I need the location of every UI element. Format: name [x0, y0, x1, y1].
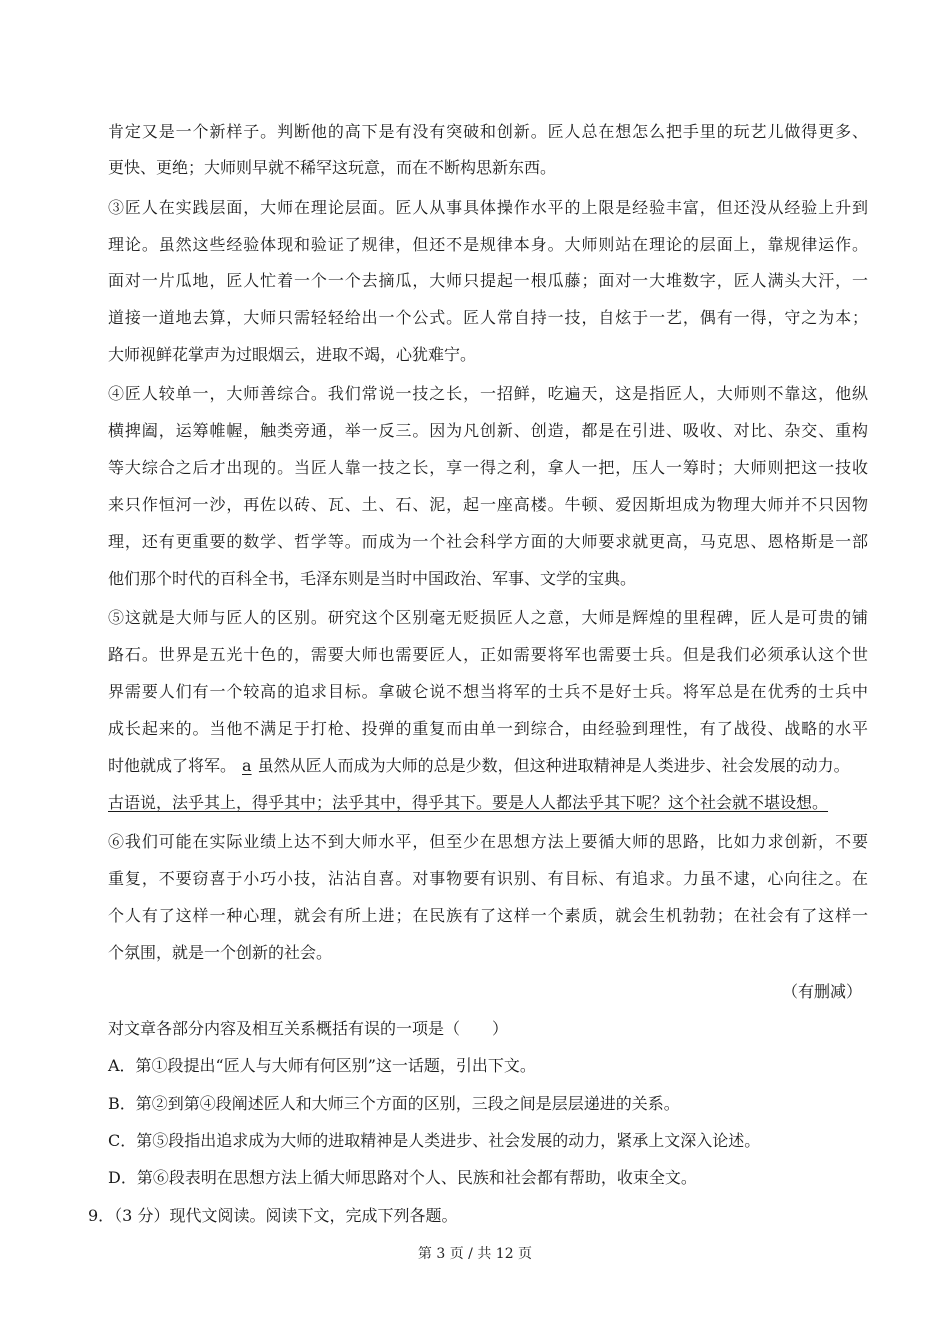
option-b[interactable]: B．第②到第④段阐述匠人和大师三个方面的区别，三段之间是层层递进的关系。 — [108, 1094, 680, 1113]
passage-text: 虽然从匠人而成为大师的总是少数，但这种进取精神是人类进步、社会发展的动力。 — [257, 756, 850, 775]
passage-line: 更快、更绝；大师则早就不稀罕这玩意，而在不断构思新东西。 — [108, 158, 557, 177]
passage-line: 成长起来的。当他不满足于打枪、投弹的重复而由单一到综合，由经验到理性，有了战役、战略的水平 — [108, 719, 868, 738]
passage-text: 时他就成了将军。 — [108, 756, 237, 775]
passage-line: 等大综合之后才出现的。当匠人靠一技之长，享一得之利，拿人一把，压人一筹时；大师则把这一技收 — [108, 458, 868, 477]
passage-line: 横捭阖，运筹帷幄，触类旁通，举一反三。因为凡创新、创造，都是在引进、吸收、对比、杂交、重构 — [108, 421, 868, 440]
question-stem: 对文章各部分内容及相互关系概括有误的一项是（ ） — [108, 1019, 509, 1038]
blank-a-marker: a — [242, 756, 252, 775]
source-note: （有删减） — [781, 982, 862, 1001]
option-c[interactable]: C．第⑤段指出追求成为大师的进取精神是人类进步、社会发展的动力，紧承上文深入论述。 — [108, 1131, 761, 1150]
passage-line: 路石。世界是五光十色的，需要大师也需要匠人，正如需要将军也需要士兵。但是我们必须承认这个世 — [108, 645, 868, 664]
passage-line: 大师视鲜花掌声为过眼烟云，进取不竭，心犹难宁。 — [108, 345, 477, 364]
paragraph-6-start: ⑥我们可能在实际业绩上达不到大师水平，但至少在思想方法上要循大师的思路，比如力求创新，不要 — [108, 832, 868, 851]
passage-line: 理论。虽然这些经验体现和验证了规律，但还不是规律本身。大师则站在理论的层面上，靠规律运作。 — [108, 235, 868, 254]
paragraph-5-start: ⑤这就是大师与匠人的区别。研究这个区别毫无贬损匠人之意，大师是辉煌的里程碑，匠人是可贵的铺 — [108, 608, 868, 627]
passage-line: 他们那个时代的百科全书，毛泽东则是当时中国政治、军事、文学的宝典。 — [108, 569, 637, 588]
passage-line: 个氛围，就是一个创新的社会。 — [108, 943, 333, 962]
passage-line: 界需要人们有一个较高的追求目标。拿破仑说不想当将军的士兵不是好士兵。将军总是在优秀的士兵中 — [108, 682, 868, 701]
paragraph-3-start: ③匠人在实践层面，大师在理论层面。匠人从事具体操作水平的上限是经验丰富，但还没从经验上升到 — [108, 198, 868, 217]
page-footer: 第 3 页 / 共 12 页 — [417, 1246, 533, 1262]
underlined-sentence — [108, 792, 868, 814]
next-question-heading: 9．（3 分）现代文阅读。阅读下文，完成下列各题。 — [88, 1206, 458, 1225]
passage-line: 面对一片瓜地，匠人忙着一个一个去摘瓜，大师只提起一根瓜藤；面对一大堆数字，匠人满头大汗，一 — [108, 271, 868, 290]
option-d[interactable]: D．第⑥段表明在思想方法上循大师思路对个人、民族和社会都有帮助，收束全文。 — [108, 1168, 697, 1187]
passage-line: 来只作恒河一沙，再佐以砖、瓦、土、石、泥，起一座高楼。牛顿、爱因斯坦成为物理大师并不只因物 — [108, 495, 868, 514]
option-a[interactable]: A．第①段提出“匠人与大师有何区别”这一话题，引出下文。 — [108, 1056, 536, 1075]
passage-line: 肯定又是一个新样子。判断他的高下是有没有突破和创新。匠人总在想怎么把手里的玩艺儿做得更多、 — [108, 122, 868, 141]
underlined-text: 古语说，法乎其上，得乎其中；法乎其中，得乎其下。要是人人都法乎其下呢？这个社会就不堪设想。 — [108, 793, 829, 812]
paragraph-4-start: ④匠人较单一，大师善综合。我们常说一技之长，一招鲜，吃遍天，这是指匠人，大师则不靠这，他纵 — [108, 384, 868, 403]
passage-line — [108, 755, 868, 777]
passage-line: 个人有了这样一种心理，就会有所上进；在民族有了这样一个素质，就会生机勃勃；在社会有了这样一 — [108, 906, 868, 925]
passage-line: 重复，不要窃喜于小巧小技，沾沾自喜。对事物要有识别、有目标、有追求。力虽不逮，心向往之。在 — [108, 869, 868, 888]
passage-line: 道接一道地去算，大师只需轻轻给出一个公式。匠人常自持一技，自炫于一艺，偶有一得，守之为本； — [108, 308, 868, 327]
passage-line: 理，还有更重要的数学、哲学等。而成为一个社会科学方面的大师要求就更高，马克思、恩格斯是一部 — [108, 532, 868, 551]
